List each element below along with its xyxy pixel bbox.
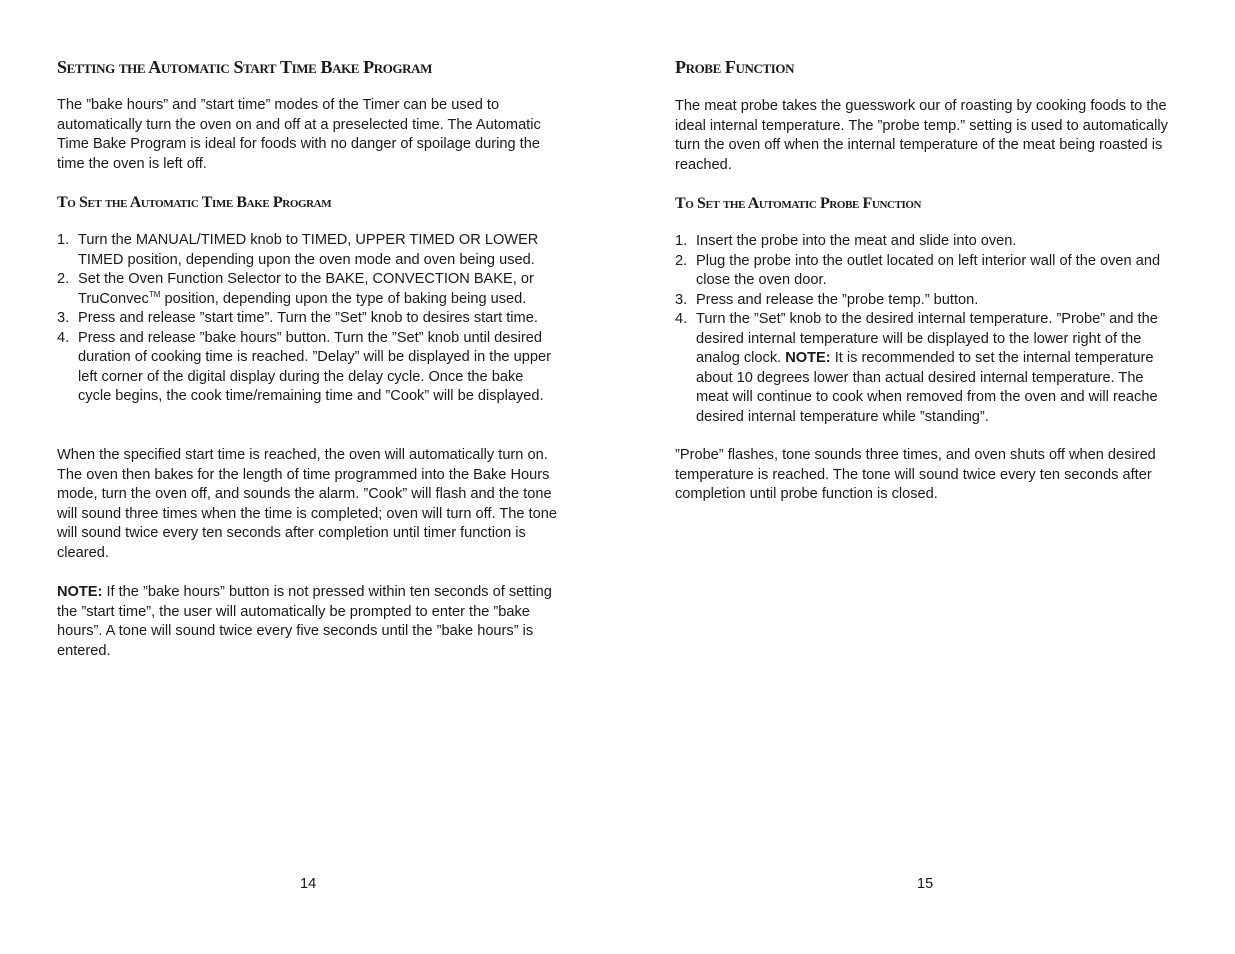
completion-paragraph: When the specified start time is reached, the oven will automatically turn on. The oven then bakes for the length of time programmed into the Bake Hours mode, turn the oven off, and sounds the alarm. ”Cook” will flash and the tone will sound three times when the time is completed; oven will turn off. The tone will sound twice every ten seconds after completion until timer function is cleared. (57, 447, 557, 561)
step-text-continued: It is recommended to set the internal temperature about 10 degrees lower than actual desired internal temperature. The meat will continue to cook when removed from the oven and will reache desired internal temperature while ”standing”. (696, 350, 1158, 425)
step-number: 4. (675, 311, 688, 327)
step-item (675, 232, 1173, 252)
step-number: 1. (675, 233, 688, 249)
probe-intro-paragraph: The meat probe takes the guesswork our of roasting by cooking foods to the ideal internal temperature. The ”probe temp.” setting is used to automatically turn the oven off when the internal temperature of the meat being roasted is reached. (675, 98, 1168, 173)
step-number: 2. (675, 252, 688, 269)
trademark-superscript: TM (148, 289, 161, 299)
step-number: 3. (675, 291, 688, 308)
page-number: 14 (300, 876, 317, 892)
step-text-continued: position, depending upon the type of baking being used. (160, 290, 527, 307)
step-text: Press and release ”start time”. Turn the ”Set” knob to desires start time. (78, 310, 538, 326)
page-left (57, 0, 559, 954)
intro-paragraph: The ”bake hours” and ”start time” modes of the Timer can be used to automatically turn the oven on and off at a preselected time. The Automatic Time Bake Program is ideal for foods with no danger of spoilage during the time the oven is left off. (57, 97, 541, 172)
heading-probe-function: Probe Function (675, 57, 795, 77)
note-paragraph (57, 583, 559, 661)
step-number: 3. (57, 310, 70, 326)
step-text: Turn the MANUAL/TIMED knob to TIMED, UPPER TIMED OR LOWER TIMED position, depending upon the oven mode and oven being used. (78, 232, 539, 268)
step-item (675, 310, 1173, 427)
time-bake-steps (57, 231, 559, 407)
note-label: NOTE: (57, 584, 103, 600)
probe-steps (675, 232, 1173, 427)
step-item (675, 252, 1173, 291)
step-number: 4. (57, 329, 70, 346)
subheading-set-time-bake: To Set the Automatic Time Bake Program (57, 194, 332, 211)
page-number: 15 (917, 876, 934, 892)
step-item (675, 291, 1173, 311)
step-number: 1. (57, 232, 70, 248)
step-text: Insert the probe into the meat and slide into oven. (696, 233, 1017, 249)
step-text: Plug the probe into the outlet located on left interior wall of the oven and close the oven door. (696, 252, 1161, 288)
step-text: Press and release the ”probe temp.” button. (696, 291, 979, 308)
step-item (57, 231, 559, 270)
note-label: NOTE: (785, 350, 831, 366)
step-number: 2. (57, 271, 70, 287)
step-item (57, 329, 559, 407)
step-text: Turn the ”Set” knob to the desired internal temperature. ”Probe” and the desired internal temperature will be displayed to the lower right of the analog clock. (696, 311, 1158, 366)
heading-automatic-start-time-bake: Setting the Automatic Start Time Bake Program (57, 57, 433, 77)
step-item (57, 309, 559, 329)
subheading-set-probe: To Set the Automatic Probe Function (675, 195, 922, 212)
step-text: Press and release ”bake hours” button. Turn the ”Set” knob until desired duration of cooking time is reached. ”Delay” will be displayed in the upper left corner of the digital display during the delay cycle. Once the bake cycle begins, the cook time/remaining time and ”Cook” will be displayed. (78, 329, 551, 404)
step-text: Set the Oven Function Selector to the BAKE, CONVECTION BAKE, or TruConvec (78, 271, 534, 307)
step-item (57, 270, 559, 309)
probe-closing-paragraph: ”Probe” flashes, tone sounds three times, and oven shuts off when desired temperature is reached. The tone will sound twice every ten seconds after completion until probe function is closed. (675, 447, 1156, 502)
page-right (675, 0, 1173, 954)
note-text: If the ”bake hours” button is not pressed within ten seconds of setting the ”start time”, the user will automatically be prompted to enter the ”bake hours”. A tone will sound twice every five seconds until the ”bake hours” is entered. (57, 584, 552, 659)
